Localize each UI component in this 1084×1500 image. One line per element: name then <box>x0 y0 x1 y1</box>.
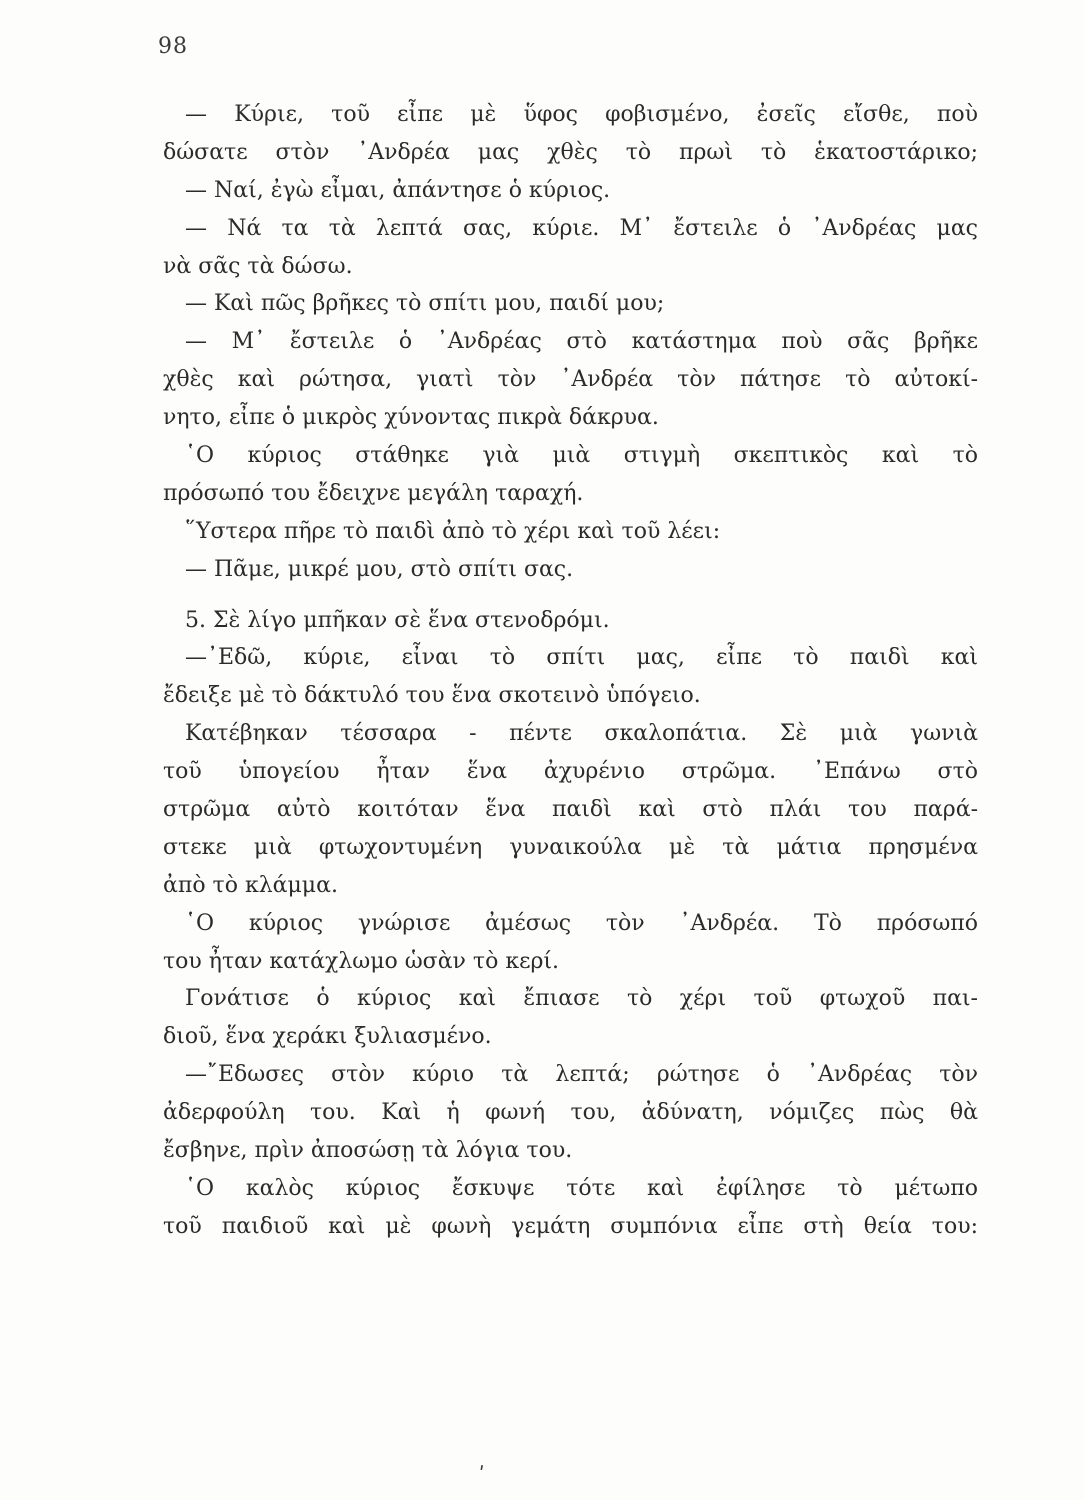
text-line: — Μ᾿ ἔστειλε ὁ ᾿Ανδρέας στὸ κατάστημα ποὺ σᾶς βρῆκε <box>185 329 978 355</box>
text-line: — Πᾶμε, μικρέ μου, στὸ σπίτι σας. <box>185 556 574 582</box>
page-number: 98 <box>158 34 188 59</box>
text-line: Κατέβηκαν τέσσαρα - πέντε σκαλοπάτια. Σὲ μιὰ γωνιὰ <box>185 721 978 747</box>
text-line: — Ναί, ἐγὼ εἶμαι, ἀπάντησε ὁ κύριος. <box>185 177 611 203</box>
text-line: Γονάτισε ὁ κύριος καὶ ἔπιασε τὸ χέρι τοῦ φτωχοῦ παι- <box>185 986 978 1012</box>
text-line: ῞Υστερα πῆρε τὸ παιδὶ ἀπὸ τὸ χέρι καὶ τοῦ λέει: <box>185 518 721 544</box>
text-line: —᾿Εδῶ, κύριε, εἶναι τὸ σπίτι μας, εἶπε τὸ παιδὶ καὶ <box>185 645 978 671</box>
section-heading-line: 5. Σὲ λίγο μπῆκαν σὲ ἕνα στενοδρόμι. <box>185 607 610 633</box>
text-line: ῾Ο καλὸς κύριος ἔσκυψε τότε καὶ ἐφίλησε τὸ μέτωπο <box>185 1175 978 1201</box>
bottom-mark: ʹ <box>479 1462 485 1486</box>
text-line: ἀπὸ τὸ κλάμμα. <box>163 872 338 898</box>
text-line: χθὲς καὶ ρώτησα, γιατὶ τὸν ᾿Ανδρέα τὸν πάτησε τὸ αὐτοκί- <box>163 367 978 393</box>
text-line: —῎Εδωσες στὸν κύριο τὰ λεπτά; ρώτησε ὁ ᾿Ανδρέας τὸν <box>185 1062 978 1088</box>
text-line: διοῦ, ἕνα χεράκι ξυλιασμένο. <box>163 1024 492 1050</box>
text-line: ἀδερφούλη του. Καὶ ἡ φωνή του, ἀδύνατη, νόμιζες πὼς θὰ <box>163 1100 978 1126</box>
text-line: τοῦ ὑπογείου ἦταν ἕνα ἀχυρένιο στρῶμα. ᾿Επάνω στὸ <box>163 759 978 785</box>
text-line: — Καὶ πῶς βρῆκες τὸ σπίτι μου, παιδί μου; <box>185 291 665 317</box>
text-line: στεκε μιὰ φτωχοντυμένη γυναικούλα μὲ τὰ μάτια πρησμένα <box>163 834 978 860</box>
text-line: τοῦ παιδιοῦ καὶ μὲ φωνὴ γεμάτη συμπόνια εἶπε στὴ θεία του: <box>163 1213 978 1239</box>
text-line: ῾Ο κύριος στάθηκε γιὰ μιὰ στιγμὴ σκεπτικὸς καὶ τὸ <box>185 443 978 469</box>
text-line: ἔδειξε μὲ τὸ δάκτυλό του ἕνα σκοτεινὸ ὑπόγειο. <box>163 683 701 709</box>
text-line: — Νά τα τὰ λεπτά σας, κύριε. Μ᾿ ἔστειλε ὁ ᾿Ανδρέας μας <box>185 215 978 241</box>
text-line: — Κύριε, τοῦ εἶπε μὲ ὕφος φοβισμένο, ἐσεῖς εἴσθε, ποὺ <box>185 102 978 127</box>
body-text <box>163 96 978 1246</box>
text-line: ἔσβηνε, πρὶν ἀποσώσῃ τὰ λόγια του. <box>163 1138 573 1164</box>
text-line: του ἦταν κατάχλωμο ὡσὰν τὸ κερί. <box>163 948 560 974</box>
text-line: νητο, εἶπε ὁ μικρὸς χύνοντας πικρὰ δάκρυα. <box>163 405 659 431</box>
text-line: ῾Ο κύριος γνώρισε ἀμέσως τὸν ᾿Ανδρέα. Τὸ πρόσωπό <box>185 910 978 936</box>
text-line: νὰ σᾶς τὰ δώσω. <box>163 253 353 279</box>
text-line: πρόσωπό του ἔδειχνε μεγάλη ταραχή. <box>163 480 584 506</box>
text-line: δώσατε στὸν ᾿Ανδρέα μας χθὲς τὸ πρωὶ τὸ ἑκατοστάρικο; <box>163 139 978 165</box>
text-line: στρῶμα αὐτὸ κοιτόταν ἕνα παιδὶ καὶ στὸ πλάι του παρά- <box>163 797 978 823</box>
